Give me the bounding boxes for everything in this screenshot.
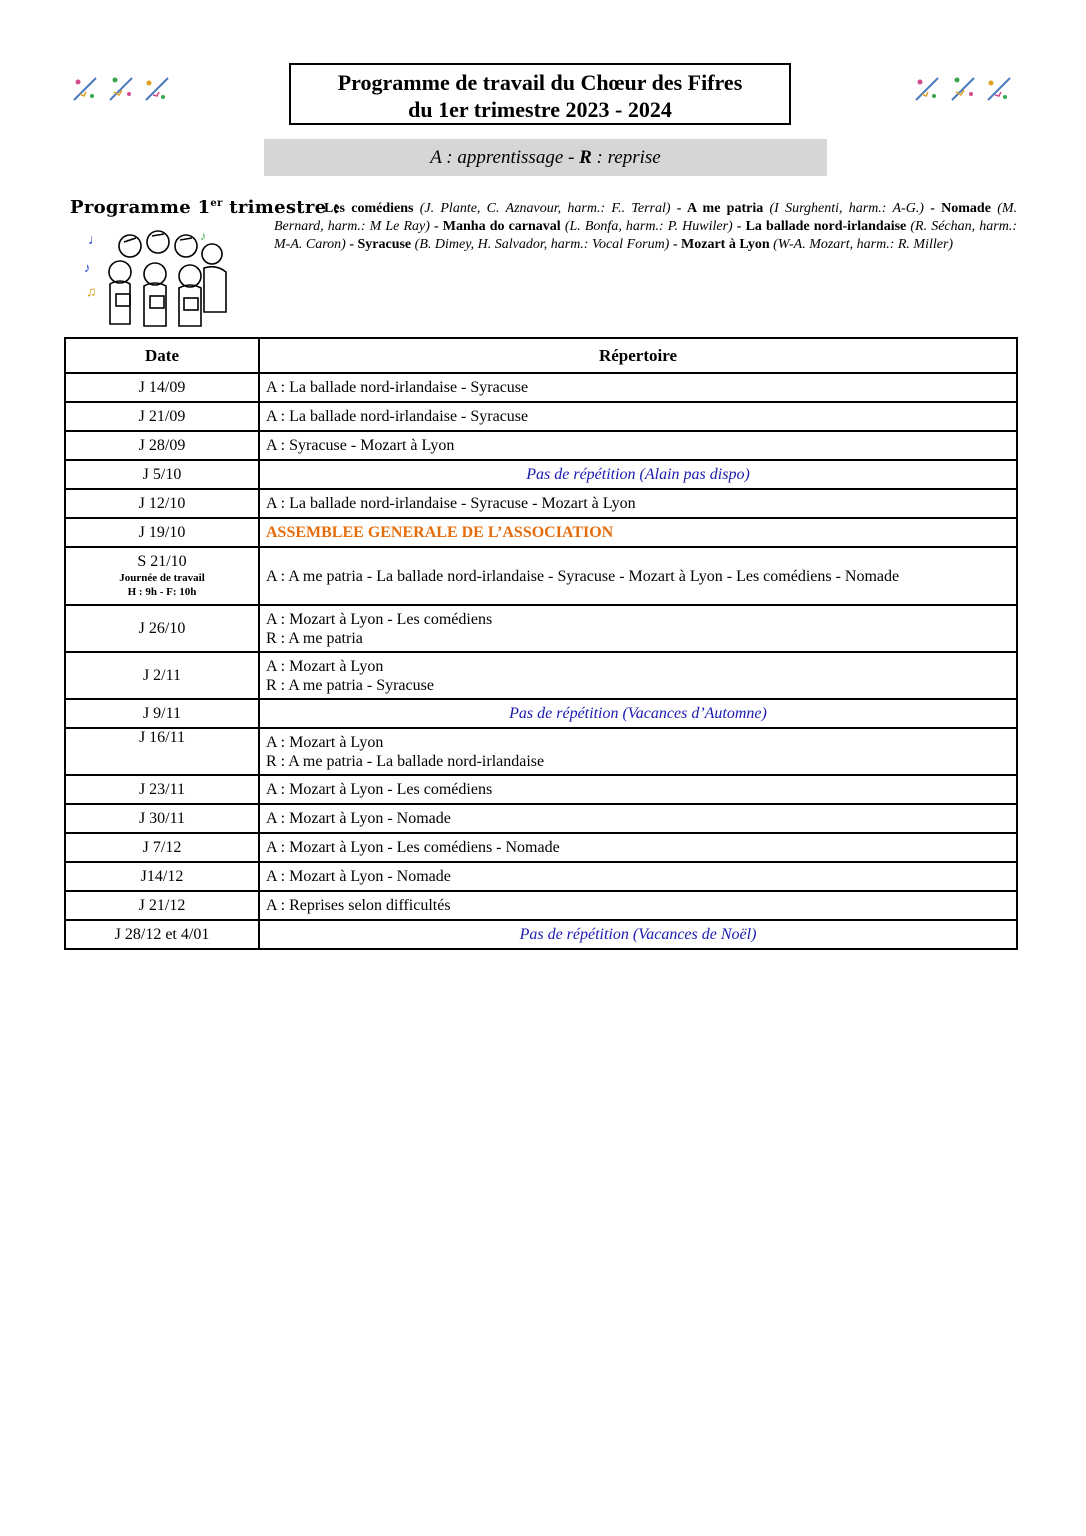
table-row xyxy=(65,652,1017,699)
repertoire-line: A : La ballade nord-irlandaise - Syracuse - Mozart à Lyon xyxy=(266,495,636,512)
repertoire-cell xyxy=(259,728,1017,775)
table-row xyxy=(65,547,1017,605)
document-title xyxy=(289,63,791,125)
table-row xyxy=(65,373,1017,402)
repertoire-line: A : Mozart à Lyon - Les comédiens xyxy=(266,781,493,798)
date-text: J 21/12 xyxy=(138,896,186,914)
table-row xyxy=(65,460,1017,489)
date-text: J 9/11 xyxy=(142,704,182,722)
piece-credit: (M. Bernard, harm.: M Le Ray) xyxy=(274,201,1018,234)
svg-text:♪: ♪ xyxy=(200,229,206,243)
date-text: J 28/09 xyxy=(138,436,186,454)
repertoire-cell xyxy=(259,402,1017,431)
repertoire-cell xyxy=(259,605,1017,652)
repertoire-line: A : La ballade nord-irlandaise - Syracuse xyxy=(266,379,529,396)
title-line-2: du 1er trimestre 2023 - 2024 xyxy=(408,97,672,122)
repertoire-cell: ASSEMBLEE GENERALE DE L’ASSOCIATION xyxy=(259,518,1017,547)
repertoire-line: A : Mozart à Lyon - Les comédiens xyxy=(266,610,493,628)
table-row xyxy=(65,775,1017,804)
repertoire-cell xyxy=(259,833,1017,862)
piece-title: Syracuse xyxy=(357,237,412,252)
date-cell xyxy=(65,547,259,605)
piece-title: Nomade xyxy=(941,201,991,216)
legend-a-key: A xyxy=(430,147,442,168)
piece-separator: - xyxy=(923,201,942,216)
piece-title: A me patria xyxy=(686,201,764,216)
piece-title: Mozart à Lyon xyxy=(681,237,770,252)
date-text: J 30/11 xyxy=(138,809,186,827)
fife-notes-icon xyxy=(106,74,136,104)
legend-r-key: R xyxy=(579,147,592,168)
fife-notes-icon xyxy=(142,74,172,104)
date-text: J 16/11 xyxy=(138,729,186,746)
date-text: J 28/12 et 4/01 xyxy=(114,925,210,943)
title-line-1: Programme de travail du Chœur des Fifres xyxy=(337,70,743,95)
table-row xyxy=(65,833,1017,862)
piece-credit: (L. Bonfa, harm.: P. Huwiler) xyxy=(560,219,733,234)
svg-text:♪: ♪ xyxy=(84,260,91,275)
repertoire-line: R : A me patria - La ballade nord-irlandaise xyxy=(266,752,545,770)
date-text: J 7/12 xyxy=(142,838,182,856)
table-row xyxy=(65,518,1017,547)
programme-pieces xyxy=(274,200,1017,254)
fife-notes-icon xyxy=(912,74,942,104)
piece-credit: (B. Dimey, H. Salvador, harm.: Vocal Forum) xyxy=(411,237,670,252)
table-row xyxy=(65,431,1017,460)
repertoire-cell xyxy=(259,431,1017,460)
fife-notes-icon xyxy=(70,74,100,104)
repertoire-cell: Pas de répétition (Vacances de Noël) xyxy=(259,920,1017,949)
table-row xyxy=(65,489,1017,518)
repertoire-cell xyxy=(259,489,1017,518)
date-cell xyxy=(65,489,259,518)
date-cell xyxy=(65,804,259,833)
fife-notes-icon xyxy=(984,74,1014,104)
date-note: H : 9h - F: 10h xyxy=(127,586,197,598)
repertoire-cell xyxy=(259,775,1017,804)
repertoire-cell: Pas de répétition (Alain pas dispo) xyxy=(259,460,1017,489)
repertoire-cell xyxy=(259,373,1017,402)
fife-notes-icon xyxy=(948,74,978,104)
date-text: J 23/11 xyxy=(138,780,186,798)
table-row xyxy=(65,804,1017,833)
decoration-left xyxy=(70,74,172,104)
date-text: S 21/10 xyxy=(137,553,187,570)
repertoire-line: A : Mozart à Lyon - Nomade xyxy=(266,868,451,885)
date-cell xyxy=(65,460,259,489)
repertoire-line: A : A me patria - La ballade nord-irlandaise - Syracuse - Mozart à Lyon - Les comédiens - Nomade xyxy=(266,567,900,585)
svg-text:♩: ♩ xyxy=(88,233,102,248)
choir-illustration xyxy=(80,224,240,332)
piece-separator: - xyxy=(345,237,358,252)
repertoire-cell xyxy=(259,862,1017,891)
legend-a-text: : apprentissage - xyxy=(441,147,580,168)
date-cell xyxy=(65,862,259,891)
date-cell xyxy=(65,402,259,431)
piece-credit: (W-A. Mozart, harm.: R. Miller) xyxy=(769,237,954,252)
date-text: J 2/11 xyxy=(142,666,182,684)
programme-label: Programme 1er trimestre : xyxy=(70,197,340,218)
date-text: J 5/10 xyxy=(142,465,182,483)
column-header-date: Date xyxy=(65,338,259,373)
table-row xyxy=(65,920,1017,949)
date-cell xyxy=(65,699,259,728)
date-text: J 19/10 xyxy=(138,523,186,541)
repertoire-cell xyxy=(259,547,1017,605)
repertoire-line: A : La ballade nord-irlandaise - Syracuse xyxy=(266,408,529,425)
date-cell xyxy=(65,891,259,920)
repertoire-line: A : Mozart à Lyon - Les comédiens - Nomade xyxy=(266,839,560,856)
date-cell xyxy=(65,775,259,804)
table-row xyxy=(65,728,1017,775)
repertoire-line: A : Syracuse - Mozart à Lyon xyxy=(266,437,455,454)
date-text: J 14/09 xyxy=(138,378,186,396)
table-row xyxy=(65,402,1017,431)
piece-title: Manha do carnaval xyxy=(442,219,561,234)
date-cell xyxy=(65,373,259,402)
table-row xyxy=(65,699,1017,728)
decoration-right xyxy=(912,74,1014,104)
date-cell xyxy=(65,518,259,547)
repertoire-line: R : A me patria xyxy=(266,629,363,647)
repertoire-line: A : Mozart à Lyon xyxy=(266,733,384,751)
piece-credit: (R. Séchan, harm.: M-A. Caron) xyxy=(274,219,1017,252)
date-cell xyxy=(65,728,259,775)
repertoire-cell xyxy=(259,891,1017,920)
svg-text:♫: ♫ xyxy=(86,285,97,300)
piece-separator: - xyxy=(669,237,682,252)
table-row xyxy=(65,862,1017,891)
date-cell xyxy=(65,431,259,460)
piece-separator: - xyxy=(670,201,687,216)
repertoire-cell xyxy=(259,652,1017,699)
repertoire-line: A : Mozart à Lyon xyxy=(266,657,384,675)
repertoire-line: R : A me patria - Syracuse xyxy=(266,676,434,694)
date-text: J14/12 xyxy=(140,867,184,885)
repertoire-table xyxy=(64,337,1018,950)
table-row xyxy=(65,891,1017,920)
legend-r-text: : reprise xyxy=(591,147,661,168)
piece-title: La ballade nord-irlandaise xyxy=(745,219,907,234)
column-header-repertoire: Répertoire xyxy=(259,338,1017,373)
repertoire-cell xyxy=(259,804,1017,833)
date-note: Journée de travail xyxy=(119,572,205,584)
piece-separator: - xyxy=(732,219,746,234)
piece-separator: - xyxy=(429,219,443,234)
date-text: J 26/10 xyxy=(138,619,186,637)
table-row xyxy=(65,605,1017,652)
date-text: J 12/10 xyxy=(138,494,186,512)
piece-credit: (J. Plante, C. Aznavour, harm.: F.. Terral) xyxy=(413,201,671,216)
repertoire-cell: Pas de répétition (Vacances d’Automne) xyxy=(259,699,1017,728)
date-cell xyxy=(65,605,259,652)
legend-bar xyxy=(264,139,827,176)
date-cell xyxy=(65,833,259,862)
piece-credit: (I Surghenti, harm.: A-G.) xyxy=(763,201,924,216)
piece-title: Les comédiens xyxy=(324,201,414,216)
date-cell xyxy=(65,652,259,699)
date-cell xyxy=(65,920,259,949)
repertoire-line: A : Reprises selon difficultés xyxy=(266,897,451,914)
repertoire-line: A : Mozart à Lyon - Nomade xyxy=(266,810,451,827)
date-text: J 21/09 xyxy=(138,407,186,425)
